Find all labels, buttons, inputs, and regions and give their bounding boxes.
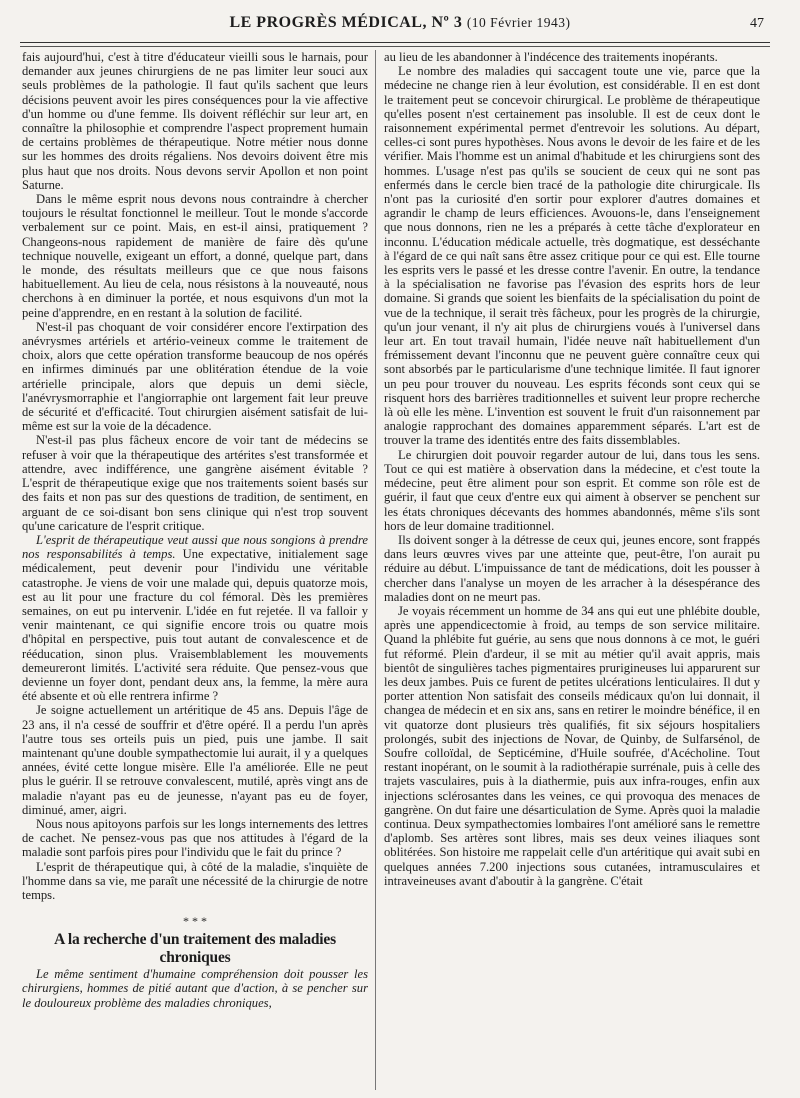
paragraph: L'esprit de thérapeutique qui, à côté de la maladie, s'inquiète de l'homme dans sa vie, me paraît une nécessité de la chirurgie de notre temps. bbox=[22, 859, 368, 902]
paragraph: N'est-il pas plus fâcheux encore de voir tant de médecins se refuser à voir que la thérapeutique des artérites s'est transformée et attendre, avec indifférence, une gangrène aisément évitable ? L'esprit de thérapeutique exige que nos traitements soient basés sur des faits et non pas sur des questions de tradition, de sentiment, en arguant de ce soi-disant bon sens clinique qui n'est trop souvent qu'une caricature de l'esprit critique. bbox=[22, 433, 368, 533]
section-separator: * * * bbox=[183, 914, 207, 929]
paragraph-body: Une expectative, initialement sage médicalement, peut devenir pour l'individu une véritable catastrophe. Je viens de voir une malade qui, depuis quatorze mois, est au lit pour une fracture du col fémoral. Dès les premières semaines, on eut pu intervenir. L'idée en fut rejetée. Il va falloir y venir maintenant, ce qui signifie encore trois ou quatre mois d'hôpital en perspective, puis tout autant de convalescence et de rééducation, sinon plus. Vraisemblablement les mouvements demeureront limités. L'activité sera réduite. Que pensez-vous que devienne un foyer dont, pendant deux ans, la femme, la mère aura été absente et où elle rentrera infirme ? bbox=[22, 547, 368, 704]
paragraph: au lieu de les abandonner à l'indécence des traitements inopérants. bbox=[384, 50, 718, 64]
paragraph: Ils doivent songer à la détresse de ceux qui, jeunes encore, sont frappés dans leurs œuvres vives par une atteinte que, peut-être, l'on aurait pu réduire au début. L'impuissance de tant de médications, doit les pousser à chercher dans l'analyse un moyen de les arracher à la désespérance des maladies dont on ne meurt pas. bbox=[384, 532, 760, 604]
paragraph: Le nombre des maladies qui saccagent toute une vie, parce que la médecine ne change rien à leur évolution, est considérable. Il en est dont le traitement peut se concevoir chirurgical. Le problème de thérapeutique qu'elles posent n'est certainement pas insoluble. Il est de ceux dont le raisonnement expérimental permet d'entrevoir les solutions. Au départ, celles-ci sont pures hypothèses. Nous avons le devoir de les faire et de les vérifier. Mais l'homme est un animal d'habitude et les chirurgiens sont des hommes. L'usage n'est pas qu'ils se soucient de ceux qui ne sont pas enfermés dans le cercle bien tracé de la pathologie dite chirurgicale. Ils n'ont pas la curiosité d'en sortir pour explorer d'autres domaines et agrandir le champ de leurs efficiences. Avouons-le, dans l'enseignement que nous donnons, rien ne les a préparés à cette tâche d'explorateur en inconnu. L'éducation médicale actuelle, très dogmatique, est desséchante à l'égard de ce qui naît sans être assez critique pour ce qui est. Elle tourne les esprits vers le passé et les dresse contre l'avenir. En outre, la tendance à la spécialisation ne favorise pas l'évasion des esprits hors de leur domaine. Si grands que soient les bienfaits de la spécialisation du point de vue de la technique, il serait très fâcheux, pour les progrès de la chirurgie, qu'un jour venant, il n'y ait plus de chirurgiens voués à l'universel dans leur art. En tout travail humain, l'idée neuve naît habituellement d'un frémissement devant l'inconnu que ne peuvent guère connaître ceux qui sont absorbés par le particularisme d'une technique limitée. Il faut ignorer un peu pour trouver du nouveau. Les esprits féconds sont ceux qui se risquent hors des barrières traditionnelles et suivent leur propre recherche là où elle les mène. L'invention est souvent le fruit d'un raisonnement par analogie rapprochant des domaines apparemment séparés. L'art est de trouver la trame des identités entre des faits dissemblables. bbox=[384, 64, 760, 448]
left-column bbox=[22, 50, 368, 1090]
section-intro: Le même sentiment d'humaine compréhension doit pousser les chirurgiens, hommes de pitié autant que d'action, à se pencher sur le douloureux problème des maladies chroniques, bbox=[22, 967, 368, 1010]
right-column bbox=[384, 50, 760, 1090]
issue-date: (10 Février 1943) bbox=[466, 15, 571, 30]
page-number: 47 bbox=[750, 16, 764, 31]
column-divider bbox=[375, 50, 376, 1090]
running-header bbox=[0, 14, 800, 36]
paragraph: Dans le même esprit nous devons nous contraindre à chercher toujours le résultat fonctionnel le meilleur. Tout le monde s'accorde verbalement sur ce point. Mais, en est-il ainsi, pratiquement ? Changeons-nous rapidement de manière de faire dès qu'une technique nouvelle, exigeant un effort, a donné, quelque part, dans le monde, des résultats meilleurs que ce que nous faisons habituellement. Au lieu de cela, nous résistons à la nouveauté, nous cherchons à en diminuer la portée, et nous esquivons d'un mot la peine d'apprendre, en en restant à la solution de facilité. bbox=[22, 192, 368, 320]
paragraph: Je voyais récemment un homme de 34 ans qui eut une phlébite double, après une appendicectomie à froid, au temps de son service militaire. Quand la phlébite fut guérie, au sens que nous donnons à ce mot, le guéri fut réformé. Plein d'ardeur, il se mit au métier qu'il avait appris, mais bientôt de singulières taches pigmentaires prurigineuses lui apparurent sur les deux jambes. Puis ce furent de petites ulcérations lenticulaires. Il dut y porter attention Non satisfait des conseils médicaux qu'on lui donnait, il changea de médecin et en six ans, sans en retirer le moindre bénéfice, il en vit quatorze dont plusieurs très qualifiés, fit six séjours hospitaliers prolongés, subit des injections de Novar, de Quinby, de Sulfarsénol, de Soufre colloïdal, de Septicémine, d'Huile soufrée, d'Acécholine. Tout restant inopérant, on le soumit à la radiothérapie surrénale, puis à celle des trajets vasculaires, puis à la diathermie, puis aux infra-rouges, enfin aux injections sclérosantes dans les veines, ce qui provoqua des menaces de gangrène. On dut faire une désarticulation de Syme. Après quoi la maladie continua. Deux sympathectomies lombaires l'ont amélioré sans le remettre d'aplomb. Ses artères sont libres, mais ses deux veines iliaques sont oblitérées. Son histoire me rappelait celle d'un artéritique qui avait subi en quelques années 7.200 injections sous cutanées, intramusculaires et intraveineuses avant d'aboutir à la gangrène. C'était bbox=[384, 603, 760, 888]
header-rule-thin bbox=[20, 46, 770, 47]
section-heading: A la recherche d'un traitement des maladies chroniques bbox=[54, 931, 336, 967]
paragraph: Le chirurgien doit pouvoir regarder autour de lui, dans tous les sens. Tout ce qui est matière à observation dans la médecine, et c'est toute la médecine, peut être aliment pour son esprit. Et comme son rôle est de guérir, il faut que ceux d'entre eux qui aiment à observer se penchent sur les états chroniques décevants des hommes abandonnés, même s'ils sont hors de leur domaine traditionnel. bbox=[384, 447, 760, 533]
paragraph: Nous nous apitoyons parfois sur les longs internements des lettres de cachet. Ne pensez-vous pas que nos attitudes à l'égard de la maladie sont parfois pires pour l'individu que le fait du prince ? bbox=[22, 816, 368, 860]
paragraph: Je soigne actuellement un artéritique de 45 ans. Depuis l'âge de 23 ans, il n'a cessé de souffrir et d'être opéré. Il a perdu l'un après l'autre tous ses orteils puis un pied, puis une jambe. Il sait maintenant qu'une double sympathectomie lui aurait, il y a quelques années, évité cette longue misère. Elle l'a améliorée. Elle ne peut plus le guérir. Il se retrouve convalescent, mutilé, après vingt ans de maladie n'ayant pas eu de jeunesse, n'ayant pas eu de foyer, diminué, amer, aigri. bbox=[22, 703, 368, 817]
journal-title bbox=[0, 14, 800, 32]
paragraph: fais aujourd'hui, c'est à titre d'éducateur vieilli sous le harnais, pour demander aux jeunes chirurgiens de ne pas limiter leur souci aux seuls problèmes de la pathologie. Il faut qu'ils sachent que leurs décisions peuvent avoir les pires conséquences pour la vie affective d'un homme ou d'une femme. Ils doivent réfléchir sur leur art, en connaître la philosophie et comprendre l'aspect proprement humain de certains problèmes de thérapeutique. Notre métier nous donne sur les hommes des droits régaliens. Nos devoirs doivent être mis plus haut que nos droits. Nous devons servir Apollon et non point Saturne. bbox=[22, 50, 368, 192]
header-rule bbox=[20, 42, 770, 43]
journal-name: LE PROGRÈS MÉDICAL, Nº 3 bbox=[229, 14, 463, 31]
paragraph-with-italic-lead bbox=[22, 533, 368, 703]
italic-lead: L'esprit de thérapeutique veut aussi que nous songions à prendre nos responsabilités à temps. bbox=[22, 532, 368, 562]
paragraph: N'est-il pas choquant de voir considérer encore l'extirpation des anévrysmes artériels et artério-veineux comme le traitement de choix, alors que cette opération transforme beaucoup de nos opérés en infirmes diminués par une oblitération étendue de la voie artérielle principale, alors que depuis un demi siècle, l'anévrysmorraphie et l'angiorraphie ont largement fait leur preuve de sécurité et d'efficacité. Tout chirurgien aisément satisfait de lui-même est sur la voie de la décadence. bbox=[22, 319, 368, 434]
